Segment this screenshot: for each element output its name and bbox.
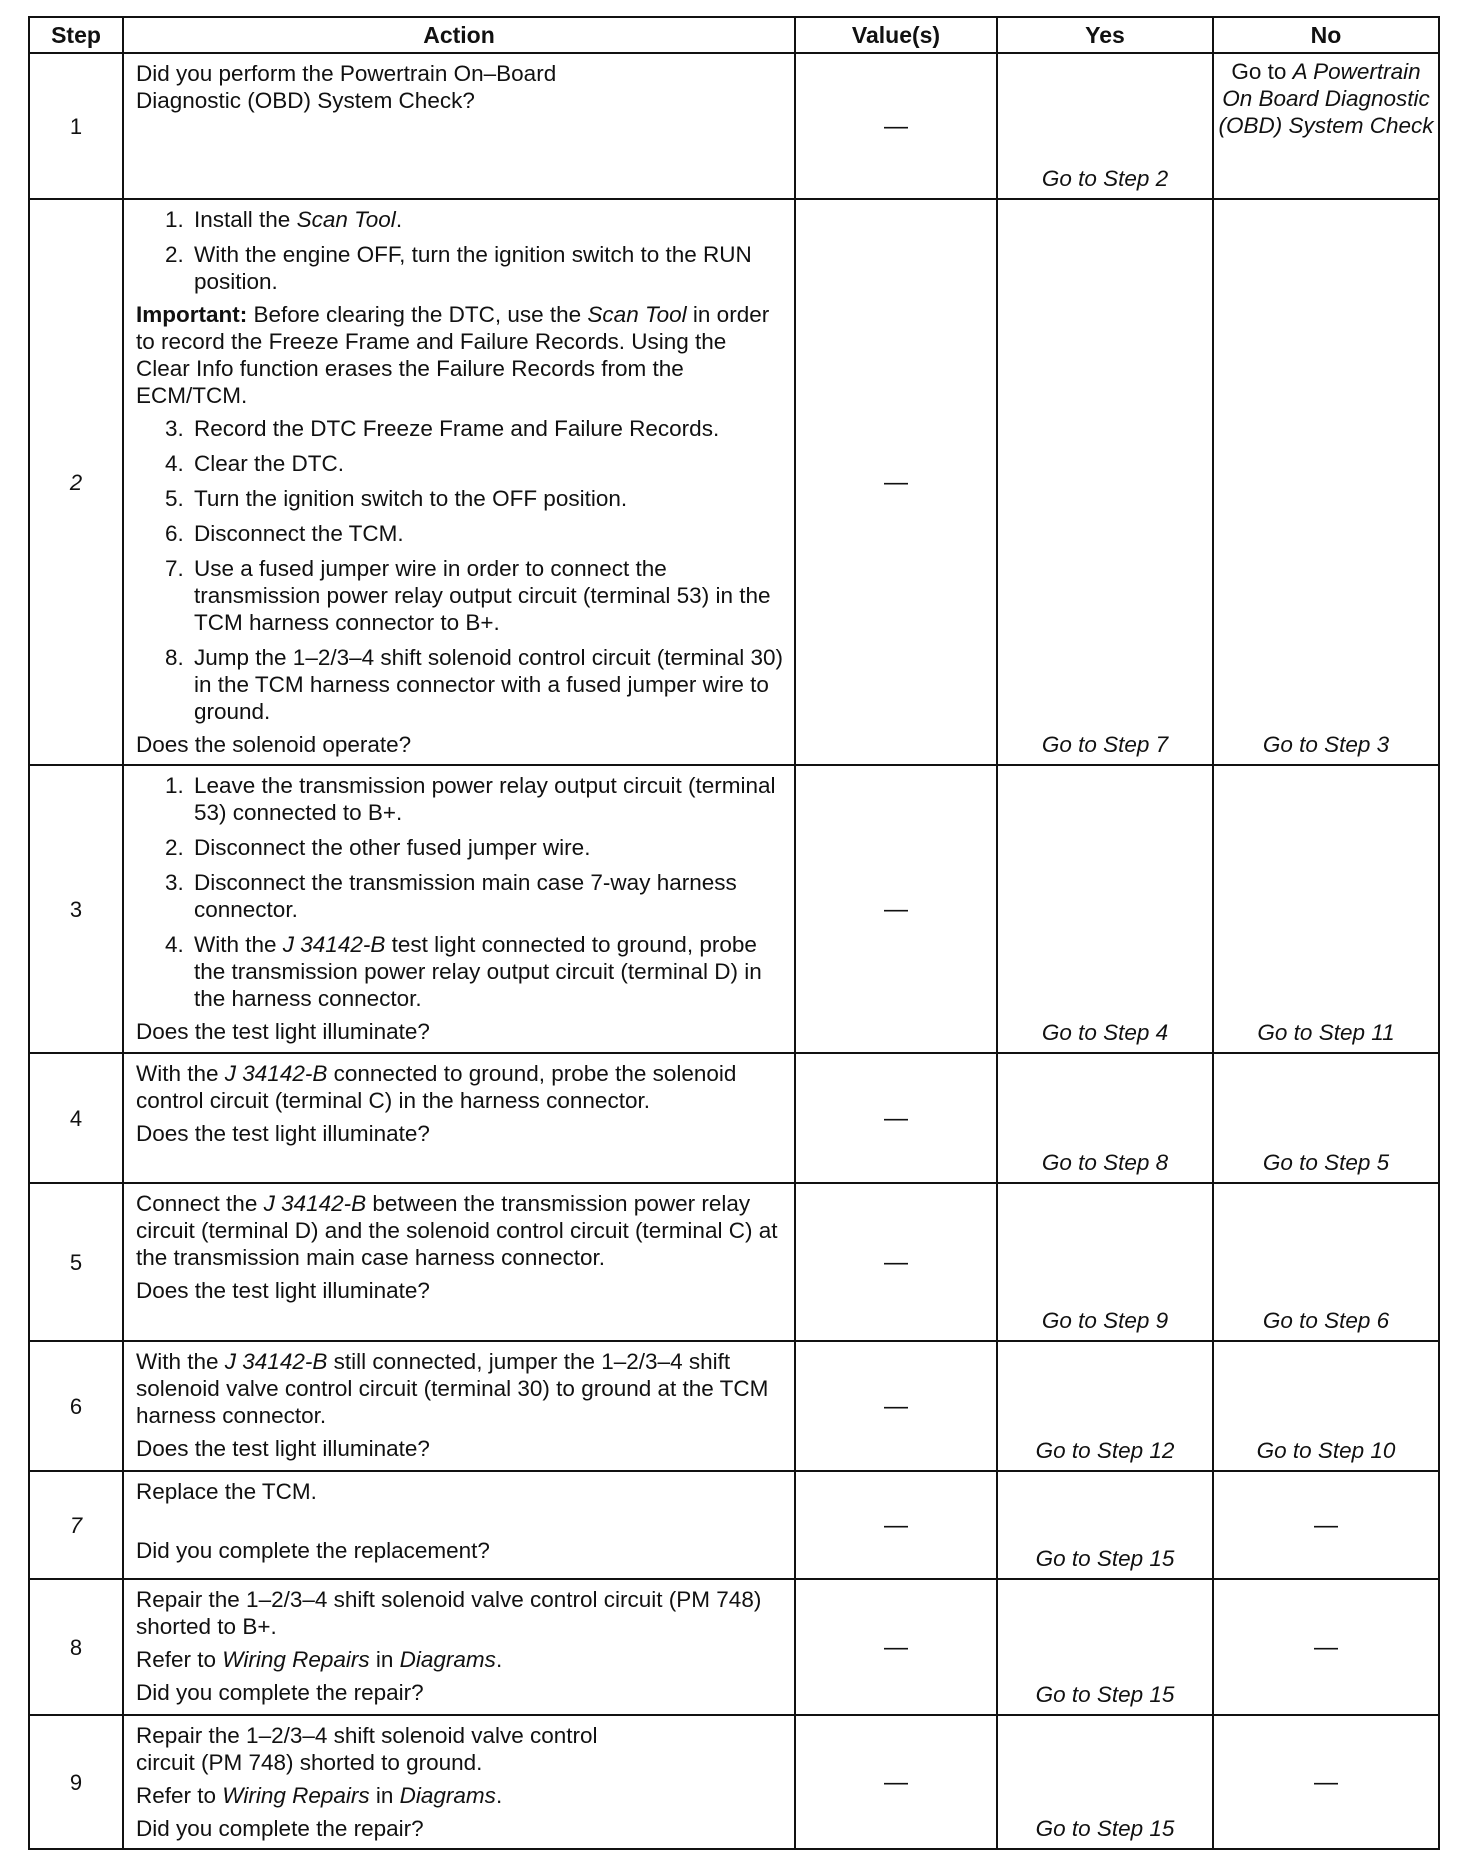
important-note: Important: Before clearing the DTC, use the Scan Tool in order to record the Freeze Frame and Failure Records. Using the Clear Info function erases the Failure Records from the ECM/TCM.	[136, 302, 770, 408]
question-text: Did you complete the repair?	[136, 1680, 424, 1705]
question-text: Did you complete the repair?	[136, 1816, 424, 1841]
step-number: 9	[29, 1715, 123, 1849]
list-item: 5. Turn the ignition switch to the OFF position.	[190, 485, 784, 512]
table-row	[29, 1471, 1439, 1579]
action-text: With the J 34142-B still connected, jumper the 1–2/3–4 shift solenoid valve control circuit (terminal 30) to ground at the TCM harness connector.	[136, 1349, 769, 1428]
step-number: 7	[29, 1471, 123, 1579]
action-text: Repair the 1–2/3–4 shift solenoid valve control circuit (PM 748) shorted to B+.	[136, 1587, 762, 1639]
list-item: 6. Disconnect the TCM.	[190, 520, 784, 547]
no-link[interactable]: Go to Step 10	[1213, 1341, 1439, 1471]
question-text: Does the test light illuminate?	[136, 1121, 430, 1146]
table-row	[29, 1715, 1439, 1849]
question-text: Did you complete the replacement?	[136, 1538, 490, 1563]
action-cell	[123, 1579, 795, 1715]
yes-link[interactable]: Go to Step 4	[997, 765, 1213, 1053]
action-text: With the J 34142-B connected to ground, probe the solenoid control circuit (terminal C) in the harness connector.	[136, 1061, 737, 1113]
yes-link[interactable]: Go to Step 8	[997, 1053, 1213, 1183]
table-row	[29, 1183, 1439, 1341]
yes-link[interactable]: Go to Step 7	[997, 199, 1213, 765]
step-number: 6	[29, 1341, 123, 1471]
question-text: Does the test light illuminate?	[136, 1278, 430, 1303]
action-text: Replace the TCM.	[136, 1479, 317, 1504]
list-item: 2. With the engine OFF, turn the ignition switch to the RUN position.	[190, 241, 784, 295]
list-item: 8. Jump the 1–2/3–4 shift solenoid control circuit (terminal 30) in the TCM harness connector with a fused jumper wire to ground.	[190, 644, 784, 725]
action-text	[136, 60, 784, 114]
list-item: 3. Record the DTC Freeze Frame and Failure Records.	[190, 415, 784, 442]
no-value: —	[1213, 1579, 1439, 1715]
action-cell	[123, 1183, 795, 1341]
question-text: Does the solenoid operate?	[136, 732, 412, 757]
action-cell	[123, 1341, 795, 1471]
table-row	[29, 765, 1439, 1053]
table-row	[29, 53, 1439, 199]
action-cell	[123, 1715, 795, 1849]
value-cell: —	[795, 1053, 997, 1183]
yes-link[interactable]: Go to Step 2	[997, 53, 1213, 199]
list-item: 4. Clear the DTC.	[190, 450, 784, 477]
step-number: 4	[29, 1053, 123, 1183]
list-item: 2. Disconnect the other fused jumper wire.	[190, 834, 784, 861]
table-row	[29, 1341, 1439, 1471]
no-value: —	[1213, 1471, 1439, 1579]
table-row	[29, 199, 1439, 765]
action-cell	[123, 1471, 795, 1579]
value-cell: —	[795, 765, 997, 1053]
no-link[interactable]	[1213, 53, 1439, 199]
step-number: 2	[29, 199, 123, 765]
step-number: 3	[29, 765, 123, 1053]
step-number: 1	[29, 53, 123, 199]
instruction-list	[136, 206, 784, 295]
refer-text: Refer to Wiring Repairs in Diagrams.	[136, 1647, 503, 1672]
action-line: Diagnostic (OBD) System Check?	[136, 88, 475, 113]
question-text: Does the test light illuminate?	[136, 1019, 430, 1044]
no-link[interactable]: Go to Step 11	[1213, 765, 1439, 1053]
value-cell: —	[795, 1715, 997, 1849]
value-cell: —	[795, 53, 997, 199]
diagnostic-table	[28, 16, 1440, 1850]
header-action: Action	[123, 17, 795, 53]
list-item: 7. Use a fused jumper wire in order to connect the transmission power relay output circuit (terminal 53) in the TCM harness connector to B+.	[190, 555, 784, 636]
action-line: Did you perform the Powertrain On–Board	[136, 61, 557, 86]
no-link-target: A Powertrain On Board Diagnostic (OBD) System Check	[1218, 59, 1434, 138]
action-cell	[123, 199, 795, 765]
step-number: 8	[29, 1579, 123, 1715]
list-item: 1. Leave the transmission power relay output circuit (terminal 53) connected to B+.	[190, 772, 784, 826]
instruction-list	[136, 772, 784, 1012]
header-yes: Yes	[997, 17, 1213, 53]
no-link-prefix: Go to	[1231, 59, 1293, 84]
action-cell	[123, 1053, 795, 1183]
no-link[interactable]: Go to Step 6	[1213, 1183, 1439, 1341]
no-link[interactable]: Go to Step 3	[1213, 199, 1439, 765]
action-cell	[123, 765, 795, 1053]
header-no: No	[1213, 17, 1439, 53]
yes-link[interactable]: Go to Step 15	[997, 1471, 1213, 1579]
value-cell: —	[795, 1579, 997, 1715]
action-text: Connect the J 34142-B between the transmission power relay circuit (terminal D) and the solenoid control circuit (terminal C) at the transmission main case harness connector.	[136, 1191, 778, 1270]
header-row	[29, 17, 1439, 53]
no-link[interactable]: Go to Step 5	[1213, 1053, 1439, 1183]
no-value: —	[1213, 1715, 1439, 1849]
instruction-list	[136, 415, 784, 725]
yes-link[interactable]: Go to Step 9	[997, 1183, 1213, 1341]
table-row	[29, 1579, 1439, 1715]
action-cell	[123, 53, 795, 199]
table-row	[29, 1053, 1439, 1183]
value-cell: —	[795, 199, 997, 765]
value-cell: —	[795, 1183, 997, 1341]
list-item: 1. Install the Scan Tool.	[190, 206, 784, 233]
yes-link[interactable]: Go to Step 15	[997, 1579, 1213, 1715]
yes-link[interactable]: Go to Step 15	[997, 1715, 1213, 1849]
question-text: Does the test light illuminate?	[136, 1436, 430, 1461]
list-item: 4. With the J 34142-B test light connected to ground, probe the transmission power relay output circuit (terminal D) in the harness connector.	[190, 931, 784, 1012]
diagnostic-table-page	[28, 16, 1438, 1850]
action-text: Repair the 1–2/3–4 shift solenoid valve control circuit (PM 748) shorted to ground.	[136, 1723, 598, 1775]
yes-link[interactable]: Go to Step 12	[997, 1341, 1213, 1471]
value-cell: —	[795, 1471, 997, 1579]
value-cell: —	[795, 1341, 997, 1471]
list-item: 3. Disconnect the transmission main case 7-way harness connector.	[190, 869, 784, 923]
refer-text: Refer to Wiring Repairs in Diagrams.	[136, 1783, 503, 1808]
header-value: Value(s)	[795, 17, 997, 53]
header-step: Step	[29, 17, 123, 53]
step-number: 5	[29, 1183, 123, 1341]
